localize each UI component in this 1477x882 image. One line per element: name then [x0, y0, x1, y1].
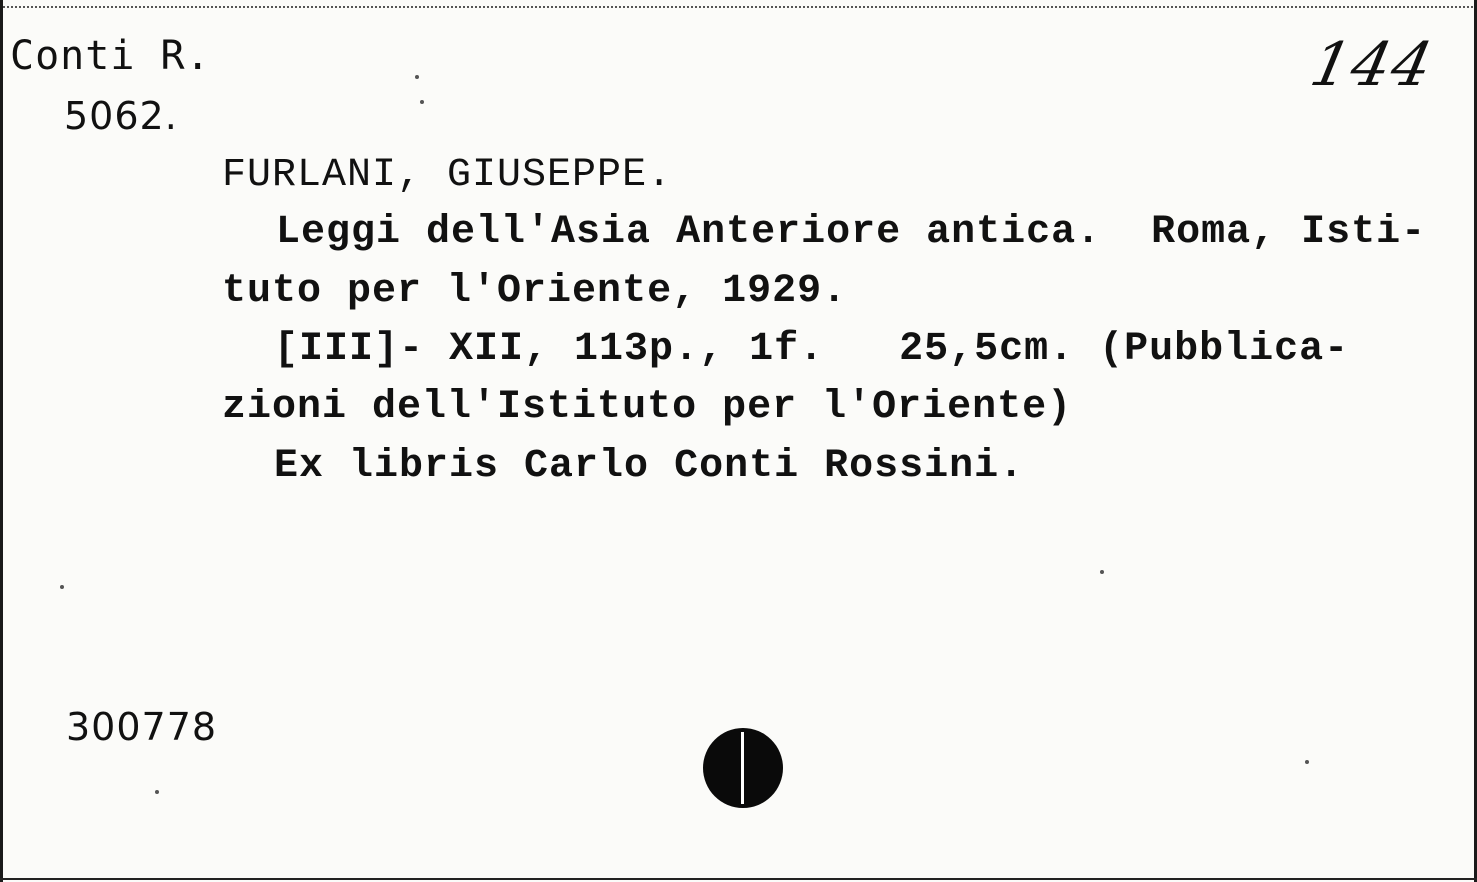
collation-line-2: zioni dell'Istituto per l'Oriente) — [222, 385, 1073, 430]
author-heading: FURLANI, GIUSEPPE. — [222, 153, 673, 198]
collation-line-1: [III]- XII, 113p., 1f. 25,5cm. (Pubblica- — [274, 327, 1350, 372]
speck — [155, 790, 159, 794]
card-top-edge — [0, 6, 1477, 9]
punch-hole-slit — [741, 732, 744, 804]
handwritten-number: 144 — [1305, 30, 1441, 100]
title-line-2: tuto per l'Oriente, 1929. — [222, 269, 848, 314]
accession-number: 300778 — [66, 705, 218, 749]
speck — [1100, 570, 1104, 574]
card-punch-hole — [703, 728, 783, 808]
speck — [1305, 760, 1309, 764]
card-bottom-edge — [0, 878, 1477, 880]
shelf-prefix: Conti R. — [10, 33, 211, 79]
speck — [60, 585, 64, 589]
title-line-1: Leggi dell'Asia Anteriore antica. Roma, Isti- — [276, 210, 1427, 255]
speck — [415, 75, 419, 79]
speck — [420, 100, 424, 104]
card-left-edge — [0, 0, 3, 882]
shelf-number: 5062. — [64, 94, 178, 138]
provenance-note: Ex libris Carlo Conti Rossini. — [274, 444, 1025, 489]
